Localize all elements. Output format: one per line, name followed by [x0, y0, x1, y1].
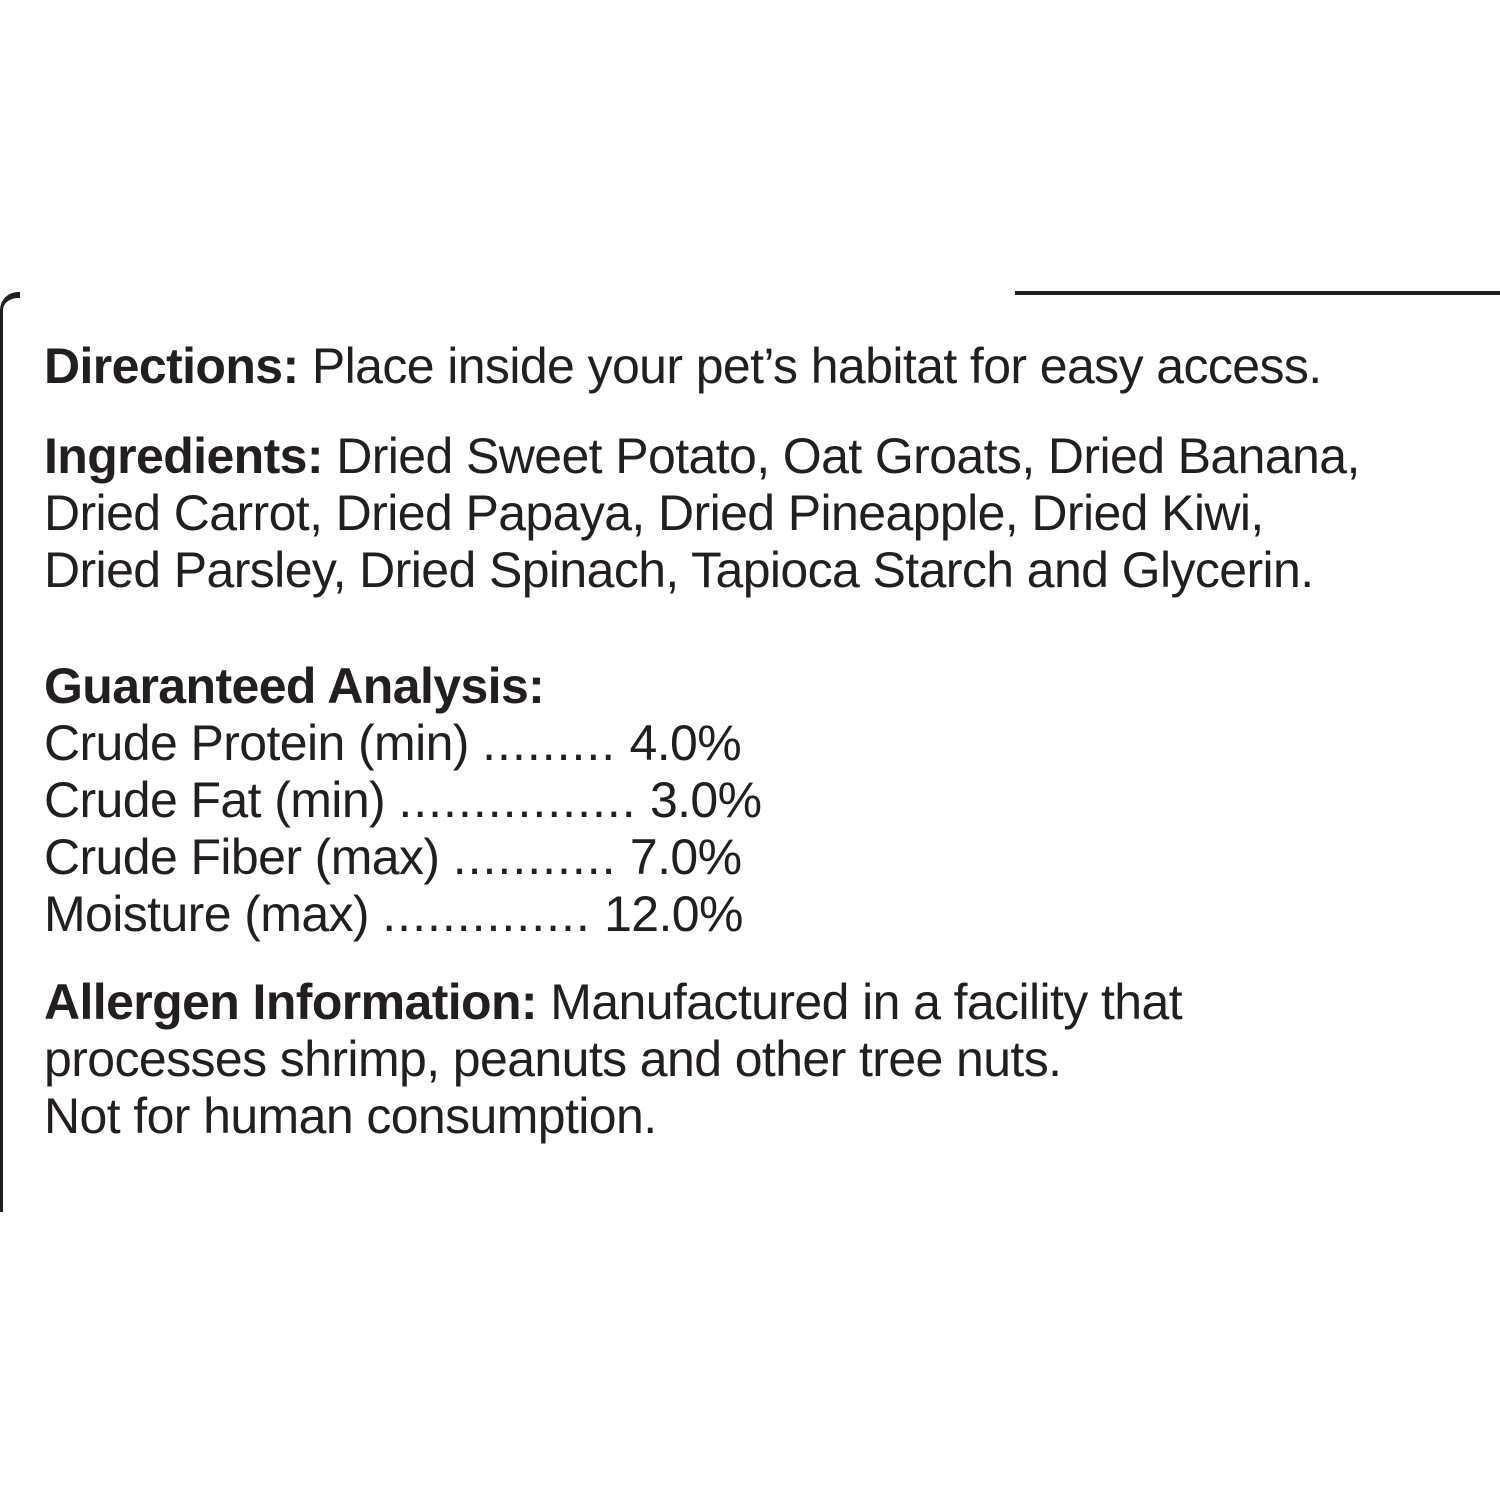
analysis-row	[44, 715, 1484, 772]
analysis-name: Crude Protein (min)	[44, 715, 469, 771]
analysis-value: 7.0%	[629, 829, 742, 885]
directions-text: Place inside your pet’s habitat for easy access.	[298, 338, 1322, 394]
directions-section	[44, 338, 1484, 395]
analysis-name: Crude Fiber (max)	[44, 829, 440, 885]
allergen-line-2: processes shrimp, peanuts and other tree nuts.	[44, 1031, 1062, 1087]
analysis-value: 4.0%	[629, 715, 742, 771]
ingredients-section	[44, 428, 1484, 599]
allergen-line-3: Not for human consumption.	[44, 1088, 657, 1144]
analysis-value: 12.0%	[604, 886, 743, 942]
ingredients-line-1	[44, 428, 1484, 485]
analysis-row	[44, 772, 1484, 829]
analysis-dots: ..............	[382, 886, 591, 942]
ingredients-text-1: Dried Sweet Potato, Oat Groats, Dried Banana,	[322, 428, 1360, 484]
ingredients-line-3: Dried Parsley, Dried Spinach, Tapioca Starch and Glycerin.	[44, 542, 1314, 598]
ingredients-line-2: Dried Carrot, Dried Papaya, Dried Pineapple, Dried Kiwi,	[44, 485, 1264, 541]
allergen-section	[44, 974, 1484, 1145]
analysis-section	[44, 658, 1484, 943]
analysis-dots: ................	[398, 772, 637, 828]
allergen-text-1: Manufactured in a facility that	[536, 974, 1183, 1030]
analysis-name: Moisture (max)	[44, 886, 369, 942]
analysis-dots: .........	[482, 715, 617, 771]
ingredients-heading: Ingredients:	[44, 428, 323, 484]
directions-heading: Directions:	[44, 338, 299, 394]
analysis-heading: Guaranteed Analysis:	[44, 658, 545, 714]
directions-line	[44, 338, 1484, 395]
analysis-name: Crude Fat (min)	[44, 772, 386, 828]
allergen-heading: Allergen Information:	[44, 974, 537, 1030]
analysis-dots: ...........	[452, 829, 617, 885]
analysis-row	[44, 829, 1484, 886]
analysis-value: 3.0%	[649, 772, 762, 828]
allergen-line-1	[44, 974, 1484, 1031]
analysis-row	[44, 886, 1484, 943]
label-border-left	[0, 292, 20, 1212]
label-border-top	[1015, 291, 1500, 295]
